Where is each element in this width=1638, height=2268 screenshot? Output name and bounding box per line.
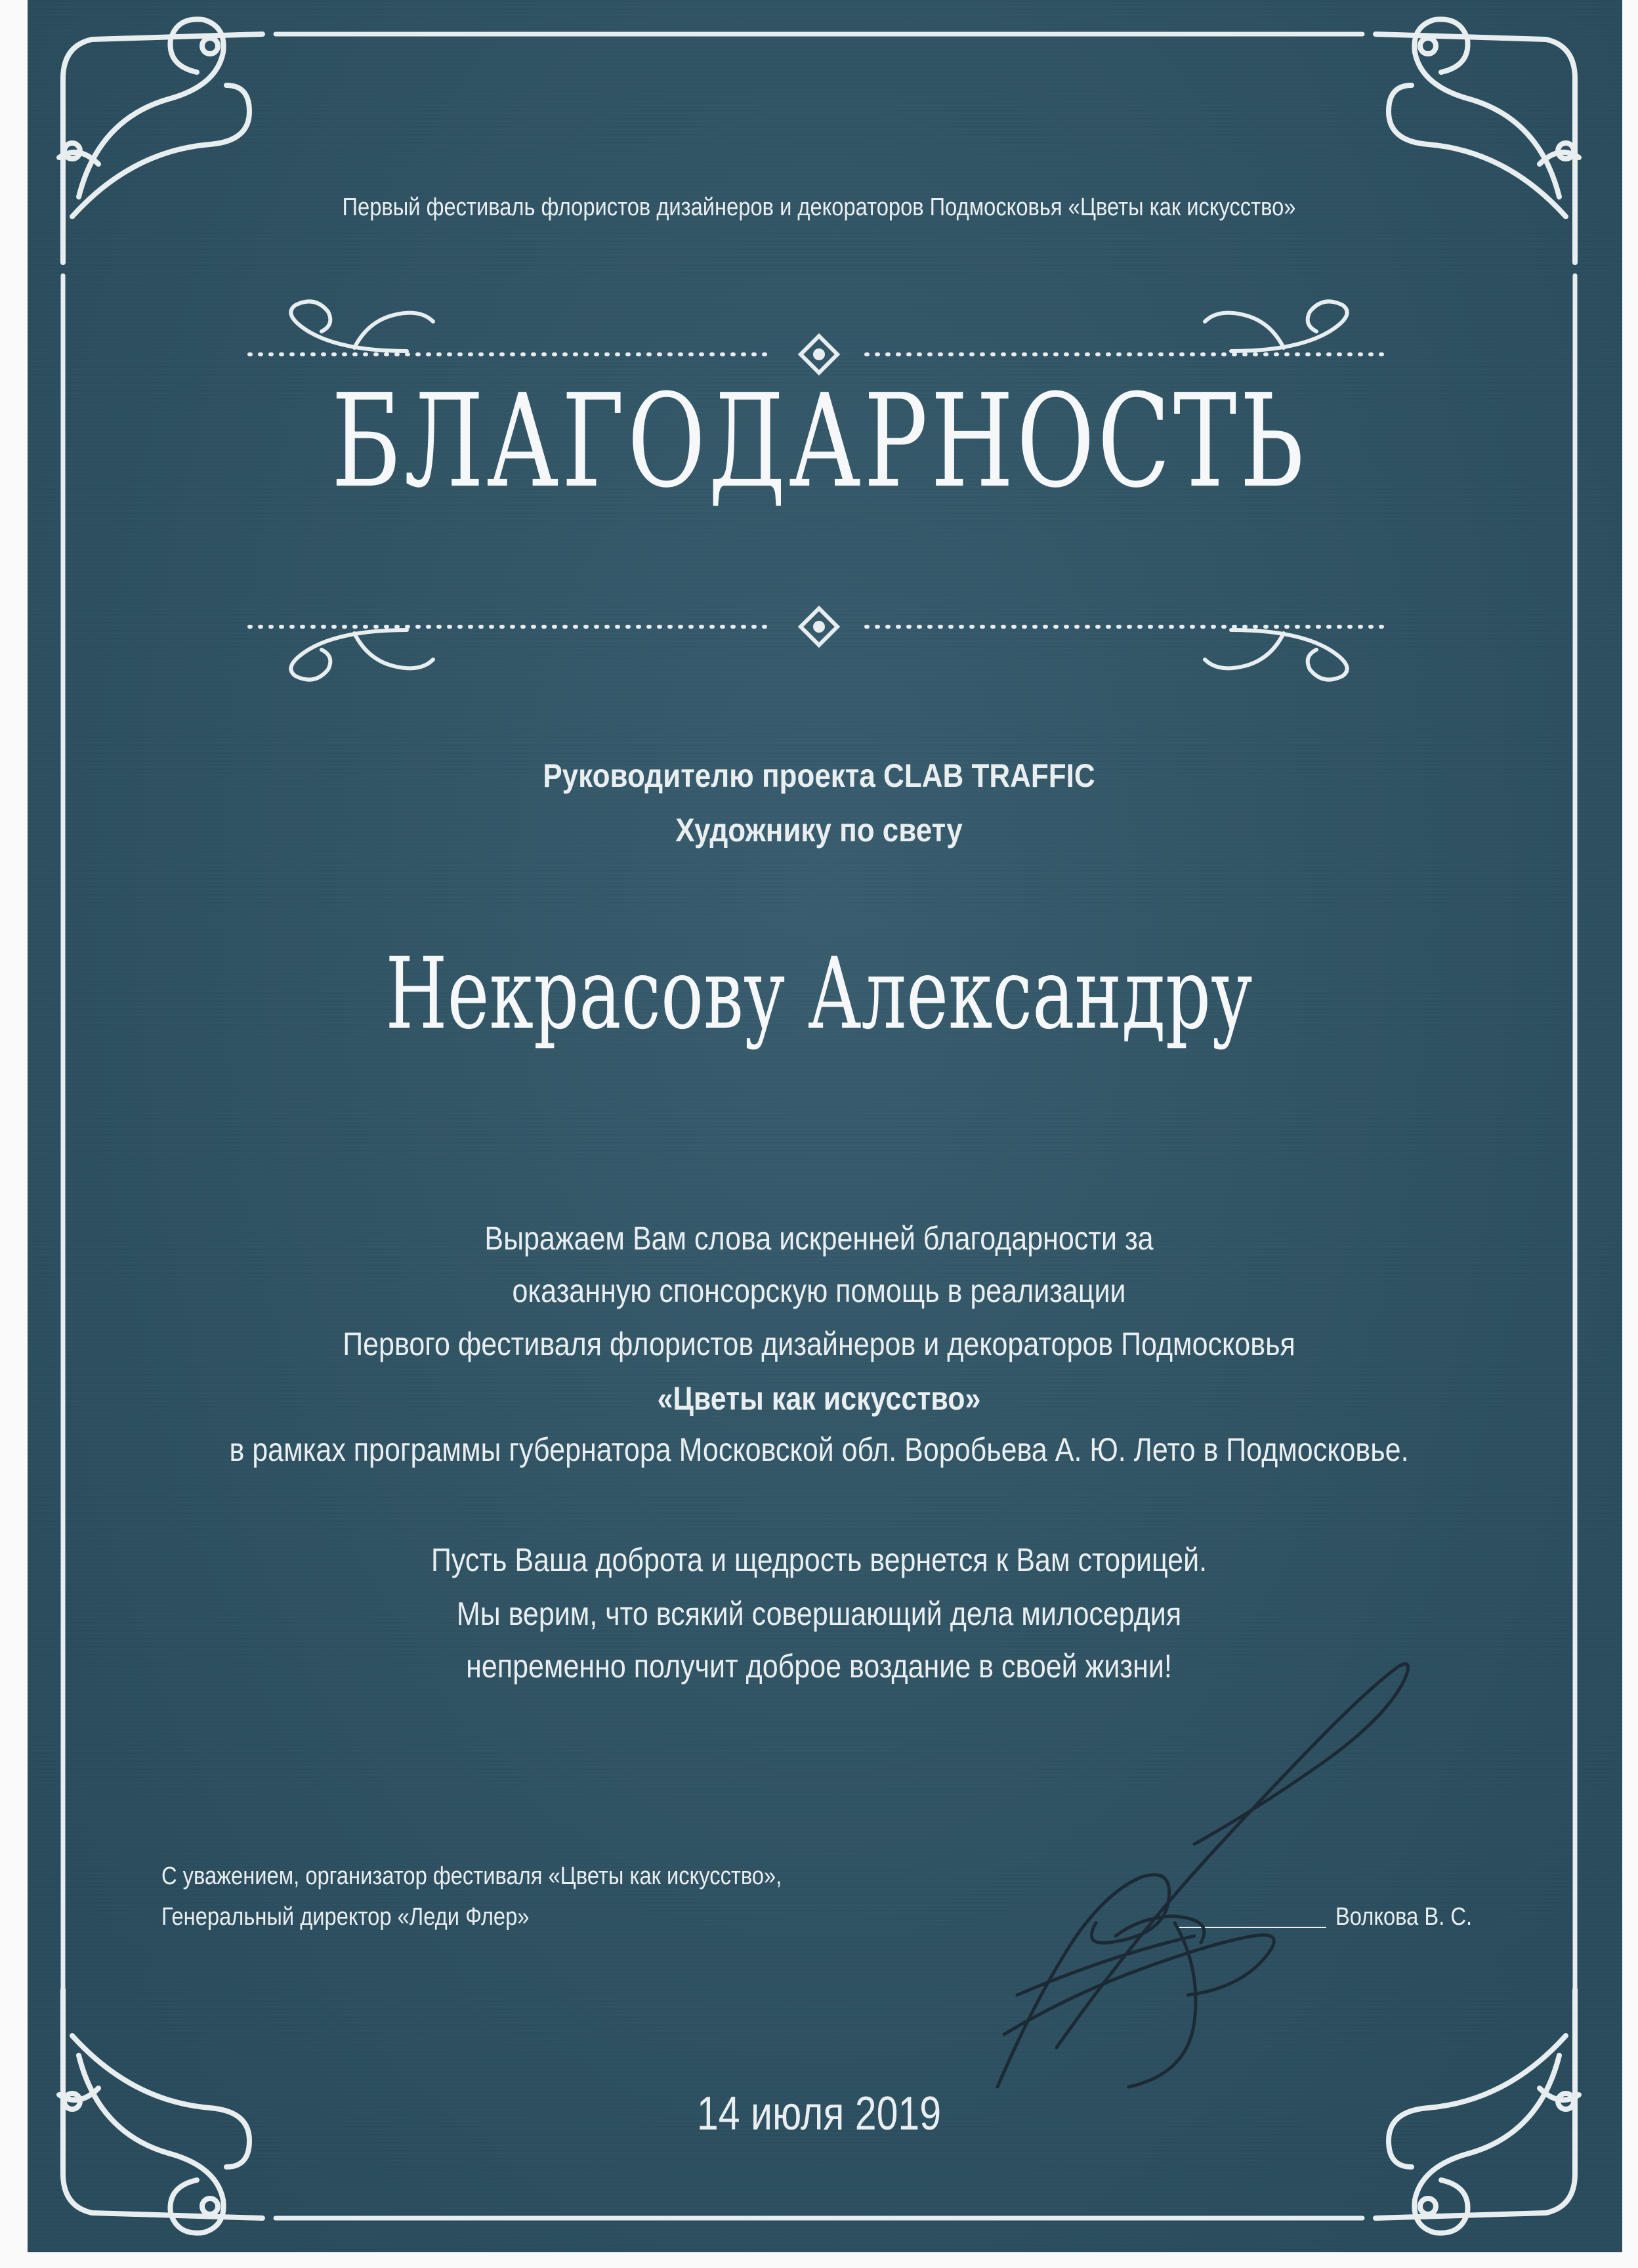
recipient-name: Некрасову Александру (385, 937, 1253, 1051)
body-line: Выражаем Вам слова искренней благодарности за (484, 1220, 1154, 1257)
body-line: в рамках программы губернатора Московской обл. Воробьева А. Ю. Лето в Подмосковье. (229, 1431, 1409, 1468)
diamond-ornament-icon (801, 608, 837, 645)
closing-line-2: Генеральный директор «Леди Флер» (161, 1903, 530, 1931)
festival-name-line: «Цветы как искусство» (657, 1380, 981, 1417)
closing-line-1: С уважением, организатор фестиваля «Цветы как искусство», (161, 1862, 782, 1890)
title-flourish-icon (249, 627, 1385, 680)
body-line: Первого фестиваля флористов дизайнеров и декораторов Подмосковья (343, 1326, 1295, 1362)
handwritten-signature (978, 1628, 1424, 2100)
corner-ornament-icon (59, 19, 262, 262)
recipient-role-2: Художнику по свету (675, 812, 963, 849)
certificate-title: БЛАГОДАРНОСТЬ (331, 367, 1307, 516)
wishes-line: Мы верим, что всякий совершающий дела милосердия (456, 1595, 1182, 1632)
body-line: оказанную спонсорскую помощь в реализации (512, 1272, 1126, 1309)
wishes-line: Пусть Ваша доброта и щедрость вернется к Вам сторицей. (430, 1542, 1208, 1578)
certificate-date: 14 июля 2019 (696, 2088, 942, 2140)
title-flourish-icon (249, 301, 1385, 354)
recipient-role-1: Руководителю проекта CLAB TRAFFIC (543, 757, 1095, 794)
signer-name: Волкова В. С. (1335, 1903, 1473, 1931)
corner-ornament-icon (1376, 19, 1579, 262)
wishes-line: непременно получит доброе воздание в своей жизни! (466, 1648, 1172, 1685)
festival-subtitle: Первый фестиваль флористов дизайнеров и декораторов Подмосковья «Цветы как искусство» (342, 194, 1296, 221)
